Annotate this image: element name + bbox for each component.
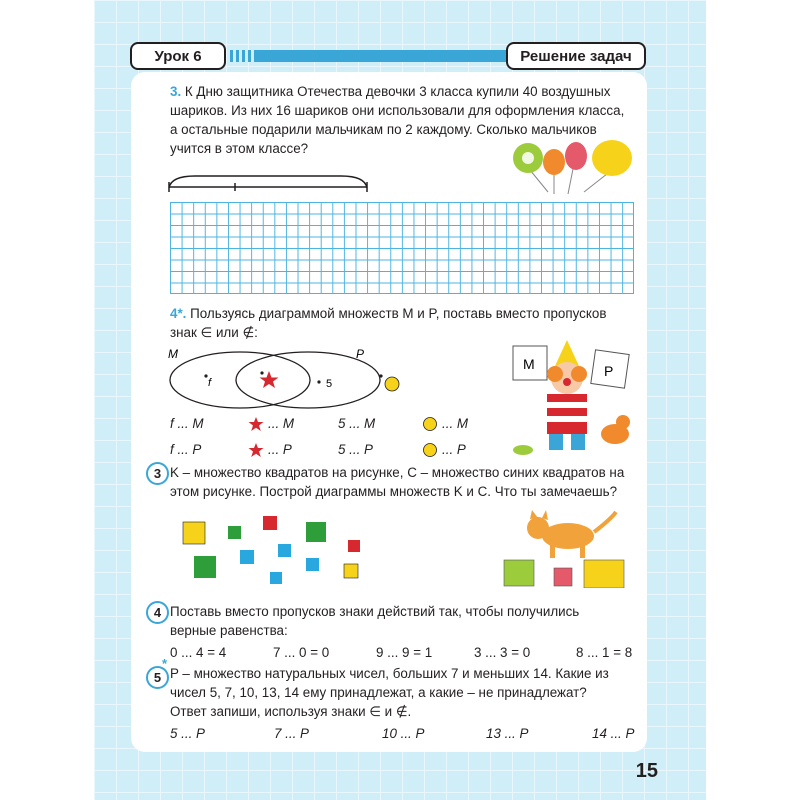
row2-star-p: ... P: [268, 442, 292, 457]
task-5-star: *: [162, 656, 168, 671]
task-5-circle-number: 5: [146, 666, 169, 689]
green-cube: [504, 560, 534, 586]
answer-2: 7 ... P: [274, 726, 309, 741]
blue-square: [240, 550, 254, 564]
task-3c-line-2: этом рисунке. Построй диаграммы множеств K и C. Что ты замечаешь?: [170, 484, 618, 499]
star-icon: [248, 442, 264, 458]
task-4-circle: [170, 602, 640, 640]
set-m-label: M: [168, 347, 178, 361]
clown-card-m: M: [523, 356, 535, 372]
task-4-circle-number: 4: [146, 601, 169, 624]
task-3-number: 3.: [170, 84, 182, 99]
answer-grid[interactable]: [170, 202, 634, 294]
set-p-label: P: [356, 347, 365, 361]
header-stripes: [230, 50, 257, 62]
segment-diagram: [165, 168, 375, 192]
lesson-label: Урок 6: [130, 42, 226, 70]
answer-1: 5 ... P: [170, 726, 205, 741]
task-3-line-3: а остальные подарили мальчикам по 2 каждому. Сколько мальчиков: [170, 122, 597, 137]
task-4-line-2: знак ∈ или ∉:: [170, 325, 258, 340]
yellow-square: [183, 522, 205, 544]
task-4-star: [170, 304, 640, 342]
green-square: [228, 526, 241, 539]
equation-3: 9 ... 9 = 1: [376, 645, 433, 660]
row2-5-p: 5 ... P: [338, 442, 373, 457]
task-4c-line-2: верные равенства:: [170, 623, 288, 638]
task-4c-line-1: Поставь вместо пропусков знаки действий так, чтобы получились: [170, 604, 580, 619]
task-4-line-1: Пользуясь диаграммой множеств M и P, поставь вместо пропусков: [190, 306, 607, 321]
blue-square: [278, 544, 291, 557]
green-square: [194, 556, 216, 578]
answer-4: 13 ... P: [486, 726, 529, 741]
venn-diagram-m-p: [162, 340, 402, 415]
task-5-line-2: чисел 5, 7, 10, 13, 14 ему принадлежат, а какие – не принадлежат?: [170, 685, 587, 700]
answer-5: 14 ... P: [592, 726, 635, 741]
task-5-circle: [170, 664, 640, 721]
task-3-line-4: учится в этом классе?: [170, 141, 309, 156]
pink-cube: [554, 568, 572, 586]
header: [130, 42, 646, 72]
set-p-ellipse: [236, 352, 380, 408]
yellow-square: [344, 564, 358, 578]
equation-4: 3 ... 3 = 0: [474, 645, 531, 660]
task-5-line-3: Ответ запиши, используя знаки ∈ и ∉.: [170, 704, 412, 719]
yellow-circle-icon: [422, 442, 438, 458]
yellow-circle-icon: [422, 416, 438, 432]
yellow-cube: [584, 560, 624, 588]
point-f-label: f: [208, 377, 212, 389]
row1-circle-m: ... M: [442, 416, 469, 431]
answer-3: 10 ... P: [382, 726, 425, 741]
star-icon: [248, 416, 264, 432]
row1-5-m: 5 ... M: [338, 416, 376, 431]
task-5-line-1: P – множество натуральных чисел, больших 7 и меньших 14. Какие из: [170, 666, 609, 681]
task-3-line-1: К Дню защитника Отечества девочки 3 класса купили 40 воздушных: [184, 84, 611, 99]
red-square: [348, 540, 360, 552]
equation-1: 0 ... 4 = 4: [170, 645, 227, 660]
row1-star-m: ... M: [268, 416, 295, 431]
blue-square: [306, 558, 319, 571]
page-number: 15: [635, 760, 658, 782]
clown-illustration: [505, 338, 635, 456]
balloons-illustration: [510, 140, 635, 195]
row2-circle-p: ... P: [442, 442, 466, 457]
row2-f-p: f ... P: [170, 442, 202, 457]
equation-5: 8 ... 1 = 8: [576, 645, 633, 660]
task-3-circle-number: 3: [146, 462, 169, 485]
green-square: [306, 522, 326, 542]
equation-2: 7 ... 0 = 0: [273, 645, 330, 660]
squares-illustration: [180, 512, 370, 587]
blue-square: [270, 572, 282, 584]
cat-and-cubes-illustration: [498, 510, 636, 588]
header-bar: [256, 50, 510, 62]
point-5-label: 5: [326, 378, 333, 390]
row1-f-m: f ... M: [170, 416, 204, 431]
task-3-line-2: шариков. Из них 16 шариков они использовали для оформления класса,: [170, 103, 625, 118]
task-4-number: 4*.: [170, 306, 187, 321]
topic-label: Решение задач: [506, 42, 646, 70]
red-square: [263, 516, 277, 530]
task-3c-line-1: K – множество квадратов на рисунке, C – множество синих квадратов на: [170, 465, 625, 480]
yellow-circle-element: [385, 377, 399, 391]
clown-card-p: P: [604, 363, 614, 379]
task-3-circle: [170, 463, 640, 501]
set-m-ellipse: [170, 352, 310, 408]
